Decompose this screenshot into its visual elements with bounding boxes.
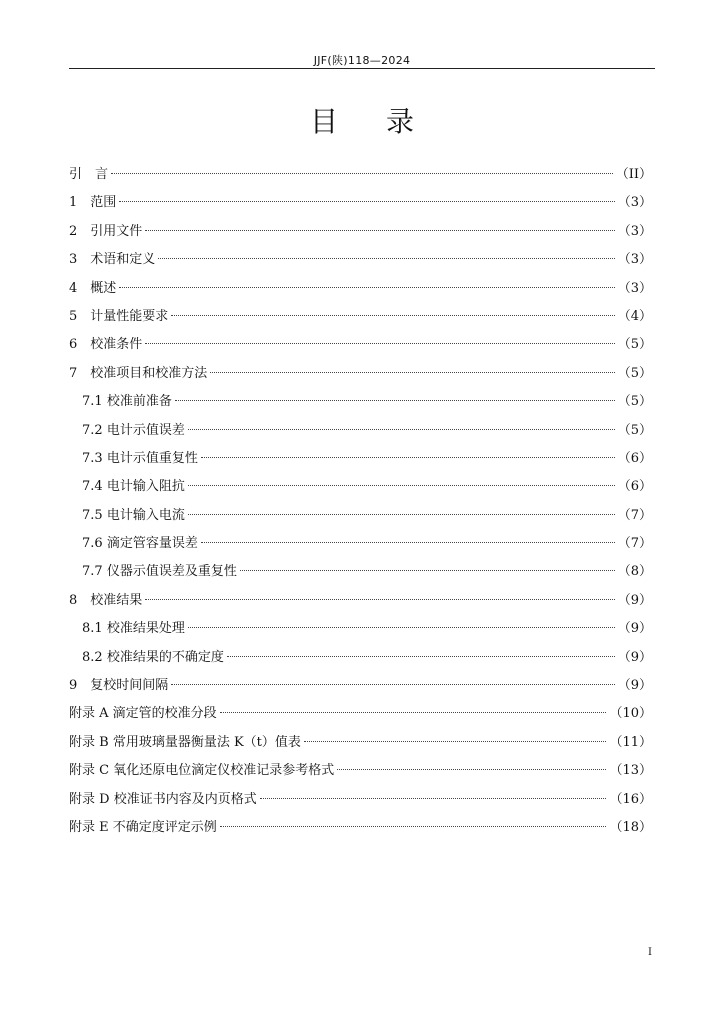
toc-entry-page: （3） bbox=[617, 223, 652, 239]
toc-entry-page: （5） bbox=[617, 337, 652, 353]
toc-entry-page: （5） bbox=[617, 394, 652, 410]
dot-leader bbox=[260, 797, 607, 799]
dot-leader bbox=[188, 428, 615, 430]
toc-entry[interactable] bbox=[69, 700, 652, 728]
toc-entry-number: 附录 A bbox=[69, 706, 113, 722]
toc-entry-label: 概述 bbox=[90, 280, 117, 296]
toc-entry[interactable] bbox=[69, 218, 652, 246]
toc-entry[interactable] bbox=[69, 445, 652, 473]
dot-leader bbox=[227, 655, 615, 657]
toc-entry[interactable] bbox=[69, 331, 652, 359]
toc-entry[interactable] bbox=[69, 530, 652, 558]
toc-entry-label: 校准结果 bbox=[90, 592, 143, 608]
dot-leader bbox=[145, 598, 614, 600]
table-of-contents bbox=[69, 161, 652, 842]
toc-entry-label: 复校时间间隔 bbox=[90, 678, 169, 694]
toc-entry-number: 9 bbox=[69, 678, 91, 694]
toc-entry-label: 常用玻璃量器衡量法 K（t）值表 bbox=[112, 734, 301, 750]
toc-entry[interactable] bbox=[69, 360, 652, 388]
toc-entry-label: 校准项目和校准方法 bbox=[90, 365, 208, 381]
toc-entry-number: 5 bbox=[69, 308, 91, 324]
toc-entry-number: 7.7 bbox=[82, 564, 107, 580]
toc-entry[interactable] bbox=[69, 587, 652, 615]
dot-leader bbox=[171, 683, 614, 685]
dot-leader bbox=[337, 768, 606, 770]
toc-entry-page: （6） bbox=[617, 450, 652, 466]
toc-title: 目录 bbox=[309, 105, 462, 138]
toc-entry-page: （5） bbox=[617, 365, 652, 381]
toc-entry-number: 4 bbox=[69, 280, 91, 296]
dot-leader bbox=[188, 484, 615, 486]
dot-leader bbox=[188, 513, 615, 515]
toc-entry[interactable] bbox=[69, 672, 652, 700]
toc-entry-label: 电计示值重复性 bbox=[106, 450, 198, 466]
toc-entry-page: （18） bbox=[609, 819, 652, 835]
toc-entry-page: （5） bbox=[617, 422, 652, 438]
toc-entry-number: 7.4 bbox=[82, 479, 107, 495]
dot-leader bbox=[171, 314, 614, 316]
toc-entry-number: 7.2 bbox=[82, 422, 107, 438]
dot-leader bbox=[220, 711, 607, 713]
toc-entry-label: 范围 bbox=[90, 195, 117, 211]
dot-leader bbox=[111, 172, 613, 174]
toc-entry-page: （II） bbox=[615, 167, 652, 182]
toc-entry-page: （9） bbox=[617, 592, 652, 608]
dot-leader bbox=[240, 569, 615, 571]
toc-entry[interactable] bbox=[69, 189, 652, 217]
toc-entry-page: （3） bbox=[617, 280, 652, 296]
toc-entry-label: 术语和定义 bbox=[90, 252, 156, 268]
toc-entry-label: 计量性能要求 bbox=[90, 308, 169, 324]
dot-leader bbox=[119, 286, 614, 288]
toc-entry-page: （3） bbox=[617, 252, 652, 268]
toc-entry-number: 7.6 bbox=[82, 536, 107, 552]
dot-leader bbox=[188, 626, 615, 628]
toc-entry-label: 电计示值误差 bbox=[106, 422, 185, 438]
toc-entry-number: 3 bbox=[69, 252, 91, 268]
toc-entry[interactable] bbox=[69, 246, 652, 274]
toc-entry-number: 2 bbox=[69, 223, 91, 239]
toc-entry-label: 校准前准备 bbox=[106, 394, 172, 410]
dot-leader bbox=[304, 740, 607, 742]
toc-entry-page: （9） bbox=[617, 678, 652, 694]
toc-entry[interactable] bbox=[69, 814, 652, 842]
dot-leader bbox=[210, 371, 614, 373]
toc-entry-number: 6 bbox=[69, 337, 91, 353]
toc-entry-page: （8） bbox=[617, 564, 652, 580]
toc-entry[interactable] bbox=[69, 786, 652, 814]
toc-entry-number: 7.3 bbox=[82, 450, 107, 466]
toc-entry-number: 7 bbox=[69, 365, 91, 381]
dot-leader bbox=[145, 229, 614, 231]
toc-entry-number: 引 言 bbox=[69, 167, 109, 182]
toc-entry[interactable] bbox=[69, 558, 652, 586]
toc-entry[interactable] bbox=[69, 615, 652, 643]
page-number: I bbox=[648, 947, 652, 958]
toc-entry-label: 滴定管容量误差 bbox=[106, 536, 198, 552]
toc-entry-number: 附录 C bbox=[69, 763, 114, 779]
toc-entry-page: （16） bbox=[609, 791, 652, 807]
toc-entry-number: 附录 E bbox=[69, 819, 113, 835]
dot-leader bbox=[119, 200, 614, 202]
toc-entry-page: （11） bbox=[609, 734, 652, 750]
toc-entry-page: （6） bbox=[617, 479, 652, 495]
toc-entry[interactable] bbox=[69, 473, 652, 501]
toc-entry-label: 引用文件 bbox=[90, 223, 143, 239]
toc-entry[interactable] bbox=[69, 757, 652, 785]
toc-entry-number: 附录 D bbox=[69, 791, 114, 807]
dot-leader bbox=[220, 825, 607, 827]
toc-entry-number: 1 bbox=[69, 195, 91, 211]
toc-entry-page: （3） bbox=[617, 195, 652, 211]
toc-entry-page: （7） bbox=[617, 536, 652, 552]
toc-entry[interactable] bbox=[69, 303, 652, 331]
toc-entry-number: 7.5 bbox=[82, 507, 107, 523]
toc-entry-number: 8 bbox=[69, 592, 91, 608]
document-code-header: JJF(陕)118—2024 bbox=[313, 54, 411, 67]
toc-entry-page: （9） bbox=[617, 649, 652, 665]
toc-entry[interactable] bbox=[69, 275, 652, 303]
dot-leader bbox=[145, 342, 614, 344]
toc-entry-label: 电计输入电流 bbox=[106, 507, 185, 523]
toc-entry-number: 附录 B bbox=[69, 734, 113, 750]
toc-entry[interactable] bbox=[69, 729, 652, 757]
toc-entry-page: （4） bbox=[617, 308, 652, 324]
toc-entry[interactable] bbox=[69, 417, 652, 445]
toc-entry-label: 不确定度评定示例 bbox=[112, 819, 217, 835]
toc-entry[interactable] bbox=[69, 161, 652, 189]
toc-entry-number: 7.1 bbox=[82, 394, 107, 410]
header-divider bbox=[69, 68, 655, 69]
toc-entry-label: 校准证书内容及内页格式 bbox=[113, 791, 257, 807]
toc-entry-page: （9） bbox=[617, 621, 652, 637]
toc-entry[interactable] bbox=[69, 644, 652, 672]
toc-entry-label: 仪器示值误差及重复性 bbox=[106, 564, 237, 580]
toc-entry-number: 8.1 bbox=[82, 621, 107, 637]
dot-leader bbox=[201, 541, 615, 543]
toc-entry-label: 氧化还原电位滴定仪校准记录参考格式 bbox=[113, 763, 335, 779]
toc-entry-label: 电计输入阻抗 bbox=[106, 479, 185, 495]
toc-entry-label: 校准结果的不确定度 bbox=[106, 649, 224, 665]
toc-entry-label: 校准结果处理 bbox=[106, 621, 185, 637]
toc-entry-number: 8.2 bbox=[82, 649, 107, 665]
dot-leader bbox=[158, 257, 614, 259]
toc-entry-label: 滴定管的校准分段 bbox=[112, 706, 217, 722]
toc-entry[interactable] bbox=[69, 388, 652, 416]
toc-entry-label: 校准条件 bbox=[90, 337, 143, 353]
toc-entry-page: （13） bbox=[609, 763, 652, 779]
toc-entry[interactable] bbox=[69, 502, 652, 530]
toc-entry-page: （7） bbox=[617, 507, 652, 523]
dot-leader bbox=[201, 456, 615, 458]
dot-leader bbox=[175, 399, 615, 401]
toc-entry-page: （10） bbox=[609, 706, 652, 722]
